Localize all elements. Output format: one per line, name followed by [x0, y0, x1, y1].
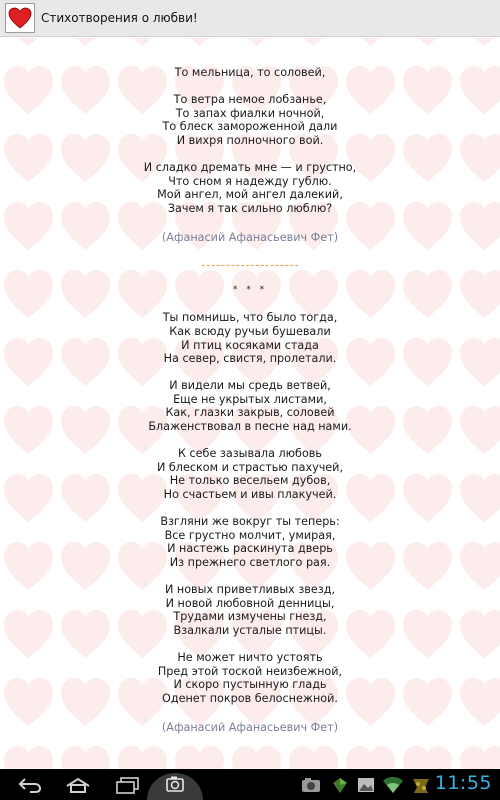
poem-line: Как, глазки закрыв, соловей	[165, 406, 335, 420]
camera-icon	[146, 769, 204, 800]
back-arrow-icon	[17, 777, 43, 793]
poem-separator: * * *	[232, 284, 268, 295]
poem-line: То запах фиалки ночной,	[175, 106, 325, 120]
back-button[interactable]	[12, 769, 48, 800]
home-button[interactable]	[60, 769, 96, 800]
poem-scroll-view[interactable]	[0, 38, 500, 769]
poem-line: То ветра немое лобзанье,	[173, 93, 327, 107]
poem-stanza	[0, 651, 500, 705]
poem-line: Взалкали усталые птицы.	[173, 623, 327, 637]
poem-line: Но счастьем и ивы плакучей.	[163, 488, 337, 502]
poem-line: Еще не укрытых листами,	[173, 392, 327, 406]
poem-line: И скоро пустынную гладь	[173, 678, 327, 692]
recent-apps-icon	[115, 776, 141, 794]
poem-text-container	[0, 38, 500, 735]
battery-icon	[410, 775, 432, 795]
poem-stanza	[0, 447, 500, 501]
poem-line: И сладко дремать мне — и грустно,	[143, 161, 357, 175]
poem-line: То блеск замороженной дали	[162, 120, 338, 134]
screenshot-button[interactable]	[146, 769, 204, 800]
poem-line: И настежь раскинута дверь	[167, 542, 333, 556]
poem-line: Не только весельем дубов,	[169, 474, 331, 488]
poem-line: Из прежнего светлого рая.	[169, 556, 331, 569]
action-bar	[0, 0, 500, 37]
home-icon	[64, 777, 92, 793]
poem-line: И блеском и страстью пахучей,	[156, 460, 344, 474]
poem-line: Ты помнишь, что было тогда,	[162, 311, 338, 325]
poem-stanza	[0, 583, 500, 637]
recent-apps-button[interactable]	[110, 769, 146, 800]
camera-notification-icon	[300, 775, 324, 795]
poem-line: Трудами измучены гнезд,	[173, 610, 327, 624]
android-notification-icon	[330, 775, 350, 795]
poem-line: И новой любовной денницы,	[165, 596, 335, 610]
poem-line: Все грустно молчит, умирая,	[164, 528, 336, 542]
poem-stanza	[0, 93, 500, 147]
poem-line: И вихря полночного вой.	[176, 133, 324, 147]
poem-line: Пред этой тоской неизбежной,	[157, 664, 343, 678]
poem-line: Зачем я так сильно люблю?	[167, 201, 333, 215]
poem-stanza	[0, 515, 500, 569]
poem-stanza	[0, 311, 500, 365]
poem-stanza	[0, 379, 500, 433]
poem-line: Что сном я надежду гублю.	[168, 174, 332, 188]
wifi-icon	[382, 775, 404, 795]
clock: 11:55	[434, 772, 492, 794]
poem-stanza	[0, 161, 500, 215]
image-notification-icon	[356, 775, 376, 795]
poem-line: Не может ничто устоять	[177, 651, 323, 665]
poem-line: Взгляни же вокруг ты теперь:	[160, 515, 340, 529]
poem-author: (Афанасий Афанасьевич Фет)	[161, 721, 339, 735]
poem-line: То мельница, то соловей,	[174, 66, 326, 79]
poem-line: К себе зазывала любовь	[178, 447, 322, 461]
poem-line: И птиц косяками стада	[181, 338, 319, 352]
poem-stanza	[0, 66, 500, 80]
poem-author: (Афанасий Афанасьевич Фет)	[161, 231, 339, 245]
poem-line: Блаженствовал в песне над нами.	[148, 420, 352, 434]
notification-icons	[300, 769, 432, 800]
poem-line: Мой ангел, мой ангел далекий,	[157, 188, 343, 202]
heart-icon[interactable]	[5, 3, 35, 33]
poem-line: И видели мы средь ветвей,	[169, 379, 331, 393]
poem-line: Оденет покров белоснежной.	[162, 691, 338, 705]
app-title: Стихотворения о любви!	[41, 11, 198, 25]
poem-line: И новых приветливых звезд,	[164, 583, 336, 597]
poem-line: Как всюду ручьи бушевали	[169, 324, 331, 338]
system-navigation-bar	[0, 769, 500, 800]
poem-line: На север, свистя, пролетали.	[163, 352, 337, 366]
